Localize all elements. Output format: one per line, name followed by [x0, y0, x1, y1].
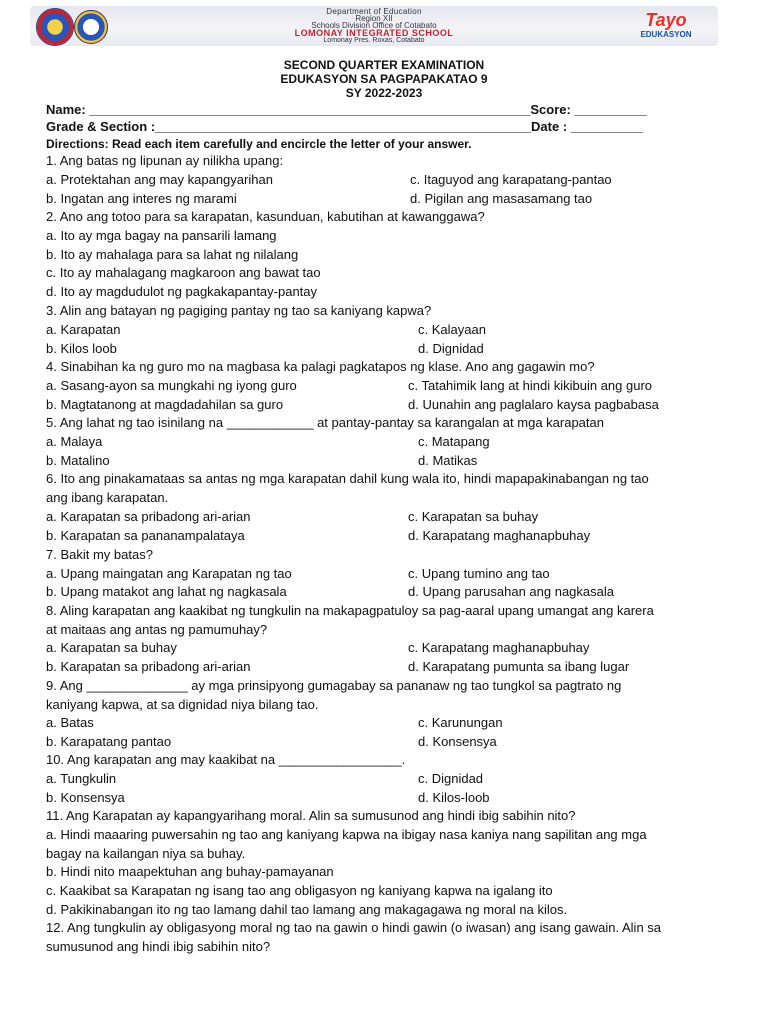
q8-option-c[interactable]: c. Karapatang maghanapbuhay	[408, 640, 590, 655]
q11-option-d[interactable]: d. Pakikinabangan ito ng tao lamang dahil tao lamang ang makagagawa ng moral na kilos.	[46, 902, 568, 917]
q1-option-c[interactable]: c. Itaguyod ang karapatang-pantao	[410, 172, 612, 187]
question-1: 1. Ang batas ng lipunan ay nilikha upang:	[46, 153, 284, 168]
q10-option-a[interactable]: a. Tungkulin	[46, 771, 117, 786]
q3-option-c[interactable]: c. Kalayaan	[418, 322, 486, 337]
q1-option-a[interactable]: a. Protektahan ang may kapangyarihan	[46, 172, 273, 187]
q6-option-c[interactable]: c. Karapatan sa buhay	[408, 509, 539, 524]
tayo-logo-text: Tayo	[645, 10, 687, 30]
question-7: 7. Bakit my batas?	[46, 547, 153, 562]
question-3: 3. Alin ang batayan ng pagiging pantay ng tao sa kaniyang kapwa?	[46, 303, 432, 318]
q2-option-a[interactable]: a. Ito ay mga bagay na pansarili lamang	[46, 228, 277, 243]
q10-option-d[interactable]: d. Kilos-loob	[418, 790, 490, 805]
q11-option-b[interactable]: b. Hindi nito maapektuhan ang buhay-pamayanan	[46, 864, 334, 879]
school-header-banner	[30, 6, 718, 46]
q7-option-c[interactable]: c. Upang tumino ang tao	[408, 566, 550, 581]
question-8-cont: at maitaas ang antas ng pamumuhay?	[46, 622, 268, 637]
q4-option-b[interactable]: b. Magtatanong at magdadahilan sa guro	[46, 397, 284, 412]
q5-option-a[interactable]: a. Malaya	[46, 434, 103, 449]
q2-option-d[interactable]: d. Ito ay magdudulot ng pagkakapantay-pantay	[46, 284, 318, 299]
q4-option-a[interactable]: a. Sasang-ayon sa mungkahi ng iyong guro	[46, 378, 297, 393]
q5-option-c[interactable]: c. Matapang	[418, 434, 490, 449]
q11-option-a[interactable]: a. Hindi maaaring puwersahin ng tao ang kaniyang kapwa na ibigay nasa kaniya nang sapilitan ang mga	[46, 827, 647, 842]
question-12: 12. Ang tungkulin ay obligasyong moral ng tao na gawin o hindi gawin (o iwasan) ang isang gawain. Alin sa	[46, 920, 662, 935]
header-division: Schools Division Office of Cotabato	[311, 21, 437, 30]
directions: Directions: Read each item carefully and encircle the letter of your answer.	[46, 137, 472, 151]
q3-option-b[interactable]: b. Kilos loob	[46, 341, 117, 356]
question-12-cont: sumusunod ang hindi ibig sabihin nito?	[46, 939, 271, 954]
tayo-logo	[618, 10, 714, 44]
q10-option-c[interactable]: c. Dignidad	[418, 771, 484, 786]
question-4: 4. Sinabihan ka ng guro mo na magbasa ka palagi pagkatapos ng klase. Ano ang gagawin mo?	[46, 359, 595, 374]
header-region: Region XII	[355, 14, 393, 23]
q10-option-b[interactable]: b. Konsensya	[46, 790, 125, 805]
exam-school-year: SY 2022-2023	[345, 86, 423, 100]
q9-option-a[interactable]: a. Batas	[46, 715, 94, 730]
q5-option-b[interactable]: b. Matalino	[46, 453, 110, 468]
q7-option-a[interactable]: a. Upang maingatan ang Karapatan ng tao	[46, 566, 292, 581]
q9-option-b[interactable]: b. Karapatang pantao	[46, 734, 172, 749]
question-2: 2. Ano ang totoo para sa karapatan, kasunduan, kabutihan at kawanggawa?	[46, 209, 485, 224]
question-6-cont: ang ibang karapatan.	[46, 490, 169, 505]
exam-title: SECOND QUARTER EXAMINATION	[283, 58, 485, 72]
question-6: 6. Ito ang pinakamataas sa antas ng mga karapatan dahil kung wala ito, hindi mapapakinabangan ng tao	[46, 471, 649, 486]
header-school-name: LOMONAY INTEGRATED SCHOOL	[294, 28, 454, 38]
q2-option-b[interactable]: b. Ito ay mahalaga para sa lahat ng nilalang	[46, 247, 299, 262]
q7-option-b[interactable]: b. Upang matakot ang lahat ng nagkasala	[46, 584, 287, 599]
question-9-cont: kaniyang kapwa, at sa dignidad niya bilang tao.	[46, 697, 319, 712]
question-9: 9. Ang ______________ ay mga prinsipyong gumagabay sa pananaw ng tao tungkol sa pagtrato ng	[46, 678, 622, 693]
header-department: Department of Education	[326, 7, 422, 16]
q4-option-c[interactable]: c. Tatahimik lang at hindi kikibuin ang guro	[408, 378, 653, 393]
q8-option-a[interactable]: a. Karapatan sa buhay	[46, 640, 177, 655]
q6-option-a[interactable]: a. Karapatan sa pribadong ari-arian	[46, 509, 251, 524]
q8-option-d[interactable]: d. Karapatang pumunta sa ibang lugar	[408, 659, 630, 674]
q2-option-c[interactable]: c. Ito ay mahalagang magkaroon ang bawat tao	[46, 265, 321, 280]
q6-option-b[interactable]: b. Karapatan sa pananampalataya	[46, 528, 245, 543]
grade-date-field[interactable]: Grade & Section :____________________________________________________Date : __________	[46, 119, 644, 134]
q3-option-d[interactable]: d. Dignidad	[418, 341, 484, 356]
q9-option-d[interactable]: d. Konsensya	[418, 734, 497, 749]
q11-option-a-cont[interactable]: bagay na kailangan niya sa buhay.	[46, 846, 246, 861]
question-11: 11. Ang Karapatan ay kapangyarihang moral. Alin sa sumusunod ang hindi ibig sabihin nito?	[46, 808, 576, 823]
q3-option-a[interactable]: a. Karapatan	[46, 322, 121, 337]
question-5: 5. Ang lahat ng tao isinilang na ____________ at pantay-pantay sa karangalan at mga karapatan	[46, 415, 604, 430]
header-address: Lomonay Pres. Roxas, Cotabato	[323, 37, 425, 44]
name-score-field[interactable]: Name: _____________________________________________________________Score: __________	[46, 102, 647, 117]
q1-option-b[interactable]: b. Ingatan ang interes ng marami	[46, 191, 237, 206]
q9-option-c[interactable]: c. Karunungan	[418, 715, 503, 730]
question-8: 8. Aling karapatan ang kaakibat ng tungkulin na makapagpatuloy sa pag-aaral upang umangat ang karera	[46, 603, 654, 618]
tayo-logo-subtext: EDUKASYON	[640, 30, 692, 39]
exam-subject: EDUKASYON SA PAGPAPAKATAO 9	[280, 72, 488, 86]
q6-option-d[interactable]: d. Karapatang maghanapbuhay	[408, 528, 591, 543]
q5-option-d[interactable]: d. Matikas	[418, 453, 478, 468]
q7-option-d[interactable]: d. Upang parusahan ang nagkasala	[408, 584, 614, 599]
q4-option-d[interactable]: d. Uunahin ang paglalaro kaysa pagbabasa	[408, 397, 659, 412]
q8-option-b[interactable]: b. Karapatan sa pribadong ari-arian	[46, 659, 251, 674]
q1-option-d[interactable]: d. Pigilan ang masasamang tao	[410, 191, 593, 206]
question-10: 10. Ang karapatan ang may kaakibat na _________________.	[46, 752, 406, 767]
q11-option-c[interactable]: c. Kaakibat sa Karapatan ng isang tao ang obligasyon ng kaniyang kapwa na igalang ito	[46, 883, 553, 898]
